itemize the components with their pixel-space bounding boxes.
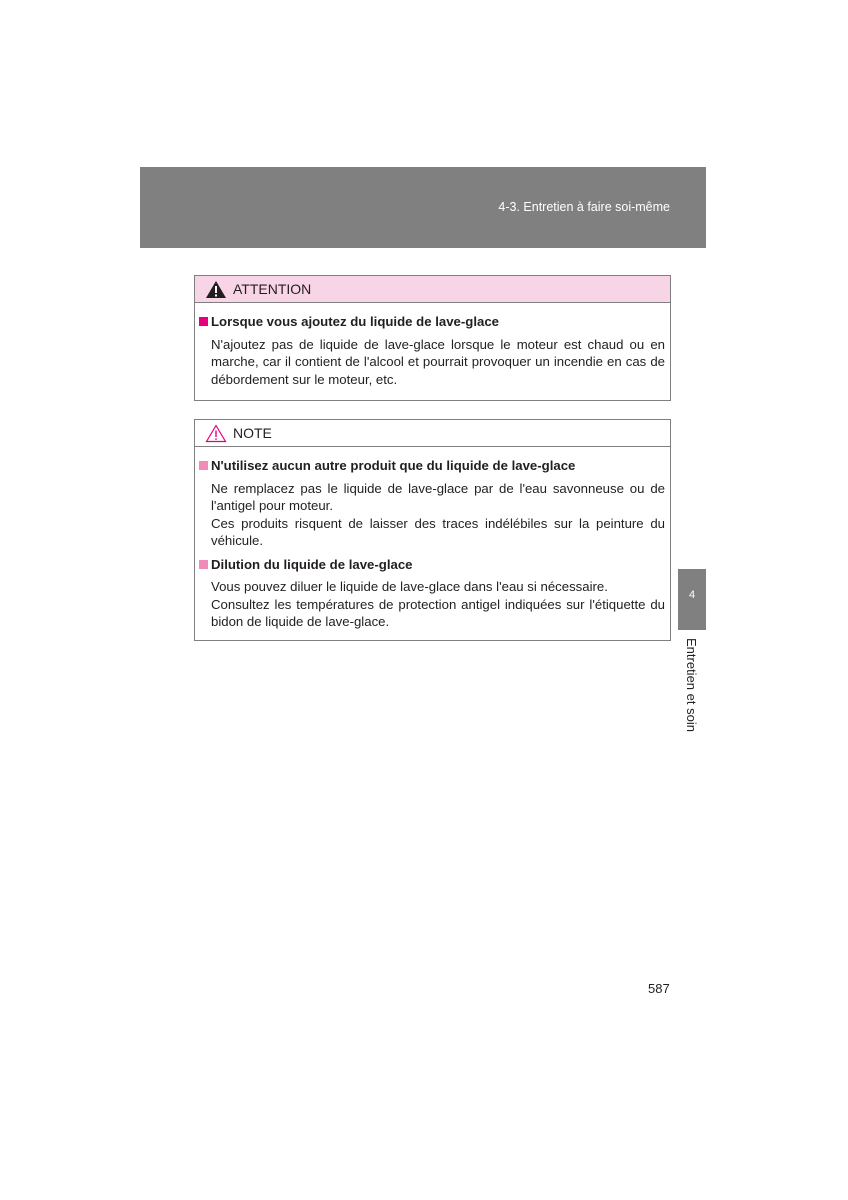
note-paragraph: Consultez les températures de protection antigel indiquées sur l'étiquette du bidon de liquide de lave-glace. [211,596,665,629]
note-body [195,457,670,631]
note-label: NOTE [233,425,272,441]
note-header [195,420,670,447]
page-number: 587 [648,981,670,996]
attention-section-title: Lorsque vous ajoutez du liquide de lave-glace [211,314,499,329]
bullet-square-icon [199,560,208,569]
note-section-heading [199,457,665,475]
attention-label: ATTENTION [233,281,312,297]
chapter-label: Entretien et soin [684,638,699,732]
chapter-number: 4 [688,589,696,601]
attention-section-heading [199,313,665,331]
note-paragraph: Ne remplacez pas le liquide de lave-glace par de l'eau savonneuse ou de l'antigel pour moteur. [211,480,665,513]
header-bar [140,167,706,248]
attention-text: N'ajoutez pas de liquide de lave-glace lorsque le moteur est chaud ou en marche, car il contient de l'alcool et pourrait provoquer un incendie en cas de débordement sur le moteur, etc. [211,336,665,387]
note-section-title: Dilution du liquide de lave-glace [211,556,413,572]
bullet-square-icon [199,317,208,326]
bullet-square-icon [199,461,208,470]
note-paragraph: Ces produits risquent de laisser des traces indélébiles sur la peinture du véhicule. [211,515,665,548]
note-box [194,419,671,641]
attention-body [195,313,670,388]
warning-triangle-filled-icon [205,280,227,299]
chapter-tab [678,569,706,630]
attention-box [194,275,671,401]
section-title: 4-3. Entretien à faire soi-même [498,200,670,214]
warning-triangle-outline-icon [205,424,227,443]
note-section-title: N'utilisez aucun autre produit que du liquide de lave-glace [211,458,576,473]
attention-header [195,276,670,303]
note-paragraph: Vous pouvez diluer le liquide de lave-glace dans l'eau si nécessaire. [211,579,608,594]
note-section-heading [199,556,665,574]
